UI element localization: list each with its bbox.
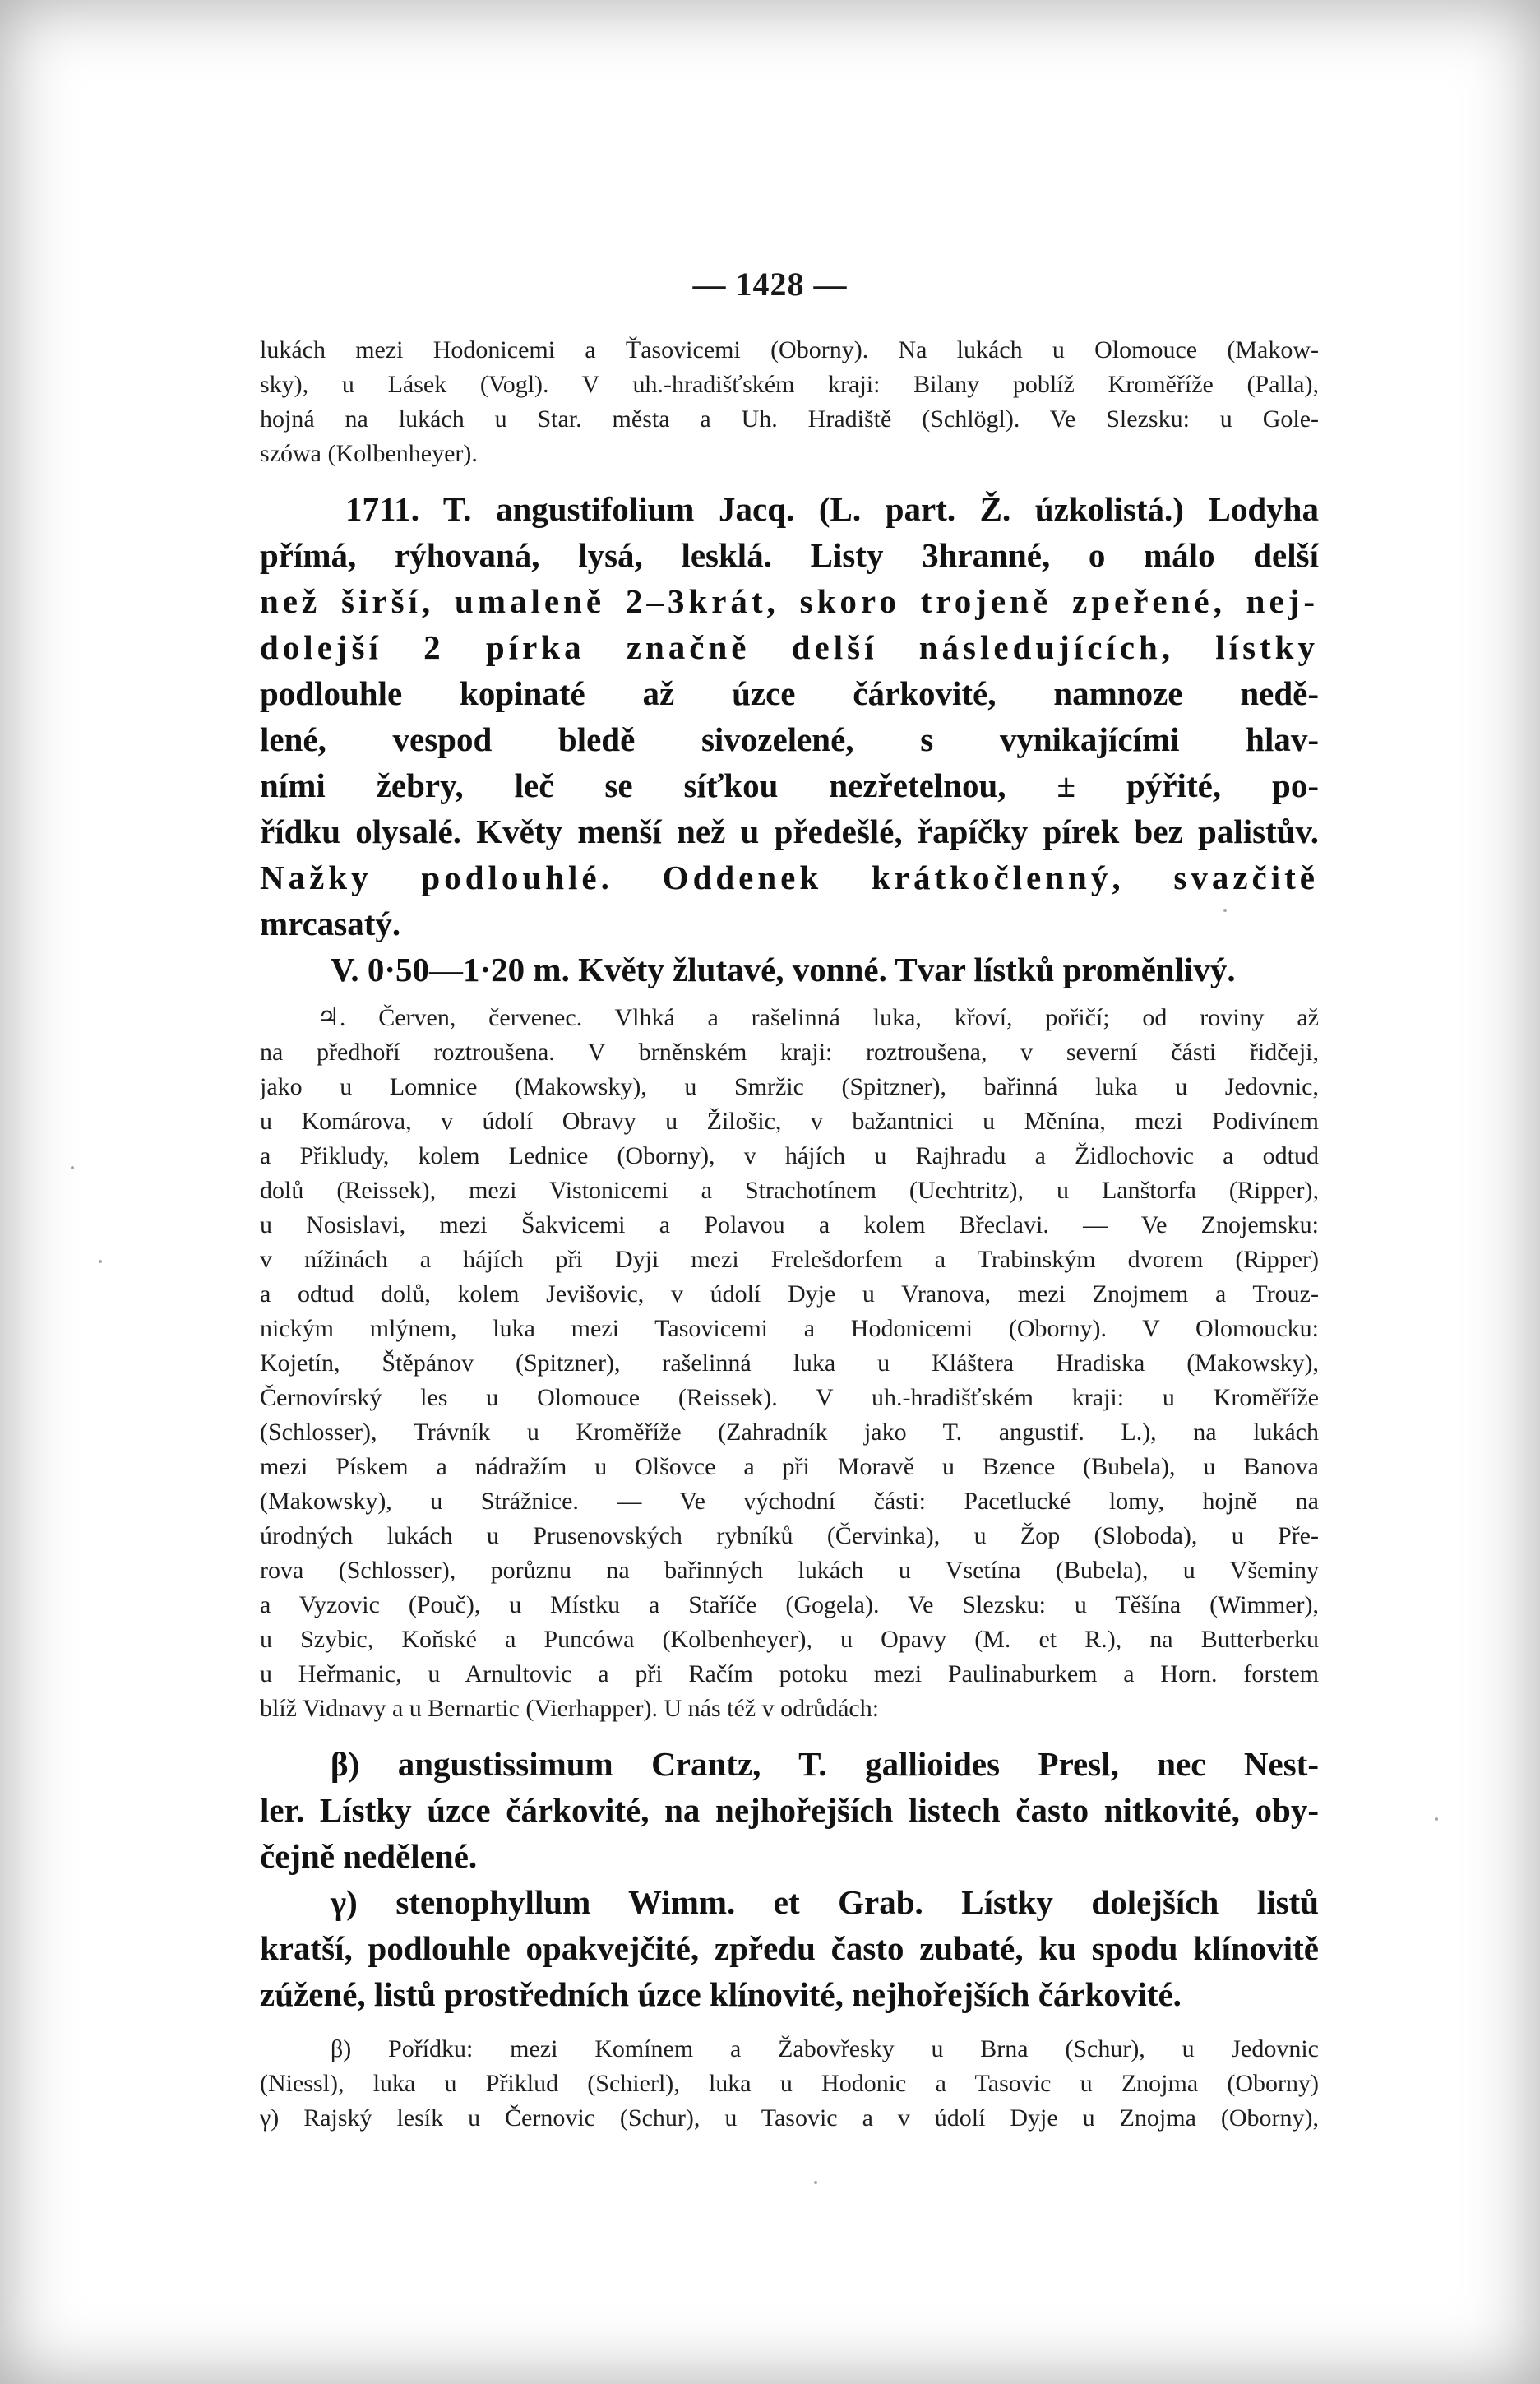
distribution-line: u Szybic, Koňské a Puncówa (Kolbenheyer), u Opavy (M. et R.), na Butterberku <box>260 1626 1319 1653</box>
distribution-line: blíž Vidnavy a u Bernartic (Vierhapper). U nás též v odrůdách: <box>260 1695 880 1722</box>
variety-beta-line: β) angustissimum Crantz, T. gallioides Presl, nec Nest- <box>331 1745 1319 1783</box>
page-number: — 1428 — <box>692 266 848 303</box>
distribution-line: a Vyzovic (Pouč), u Místku a Staříče (Gogela). Ve Slezsku: u Těšína (Wimmer), <box>260 1591 1319 1618</box>
species-heading: 1711. T. angustifolium Jacq. (L. part. Ž. úzkolistá.) Lodyha <box>345 490 1319 528</box>
body-line: lukách mezi Hodonicemi a Ťasovicemi (Oborny). Na lukách u Olomouce (Makow- <box>260 336 1319 363</box>
distribution-line: úrodných lukách u Prusenovských rybníků (Červinka), u Žop (Sloboda), u Pře- <box>260 1522 1319 1549</box>
locality-line: β) Pořídku: mezi Komínem a Žabovřesky u Brna (Schur), u Jedovnic <box>331 2035 1319 2062</box>
text-block <box>260 333 1319 2136</box>
distribution-line: Černovírský les u Olomouce (Reissek). V uh.-hradišťském kraji: u Kroměříže <box>260 1384 1319 1411</box>
variety-gamma-line: zúžené, listů prostředních úzce klínovité, nejhořejších čárkovité. <box>260 1975 1182 2013</box>
distribution-line: ♃. Červen, červenec. Vlhká a rašelinná luka, křoví, pořičí; od roviny až <box>317 1004 1319 1031</box>
species-description-line: řídku olysalé. Květy menší než u předešlé, řapíčky pírek bez palistův. <box>260 812 1319 850</box>
distribution-line: a odtud dolů, kolem Jevišovic, v údolí Dyje u Vranova, mezi Znojmem a Trouz- <box>260 1280 1319 1308</box>
species-description-line: Nažky podlouhlé. Oddenek krátkočlenný, svazčitě <box>260 859 1319 896</box>
variety-gamma-line: γ) stenophyllum Wimm. et Grab. Lístky dolejších listů <box>331 1883 1319 1921</box>
distribution-line: nickým mlýnem, luka mezi Tasovicemi a Hodonicemi (Oborny). V Olomoucku: <box>260 1315 1319 1342</box>
body-line: hojná na lukách u Star. města a Uh. Hradiště (Schlögl). Ve Slezsku: u Gole- <box>260 405 1319 433</box>
distribution-line: v nížinách a hájích při Dyji mezi Frelešdorfem a Trabinským dvorem (Ripper) <box>260 1246 1319 1273</box>
body-line: szówa (Kolbenheyer). <box>260 440 478 467</box>
distribution-line: u Komárova, v údolí Obravy u Žilošic, v bažantnici u Měnína, mezi Podivínem <box>260 1108 1319 1135</box>
distribution-line: mezi Pískem a nádražím u Olšovce a při Moravě u Bzence (Bubela), u Banova <box>260 1453 1319 1480</box>
distribution-line: Kojetín, Štěpánov (Spitzner), rašelinná luka u Kláštera Hradiska (Makowsky), <box>260 1349 1319 1377</box>
body-line: sky), u Lásek (Vogl). V uh.-hradišťském kraji: Bilany poblíž Kroměříže (Palla), <box>260 371 1319 398</box>
distribution-line: u Heřmanic, u Arnultovic a při Račím potoku mezi Paulinaburkem a Horn. forstem <box>260 1660 1319 1687</box>
species-description-line: přímá, rýhovaná, lysá, lesklá. Listy 3hranné, o málo delší <box>260 536 1319 574</box>
distribution-line: dolů (Reissek), mezi Vistonicemi a Strachotínem (Uechtritz), u Lanštorfa (Ripper), <box>260 1177 1319 1204</box>
species-description-line: dolejší 2 pírka značně delší následujících, lístky <box>260 628 1319 666</box>
distribution-line: (Makowsky), u Strážnice. — Ve východní části: Pacetlucké lomy, hojně na <box>260 1488 1319 1515</box>
species-description-line: než širší, umaleně 2–3krát, skoro trojeně zpeřené, nej- <box>260 582 1319 620</box>
variety-beta-line: čejně nedělené. <box>260 1837 478 1875</box>
distribution-line: u Nosislavi, mezi Šakvicemi a Polavou a kolem Břeclavi. — Ve Znojemsku: <box>260 1211 1319 1238</box>
locality-line: (Niessl), luka u Přiklud (Schierl), luka u Hodonic a Tasovic u Znojma (Oborny) <box>260 2070 1319 2097</box>
distribution-line: jako u Lomnice (Makowsky), u Smržic (Spitzner), bařinná luka u Jedovnic, <box>260 1073 1319 1100</box>
distribution-line: na předhoří roztroušena. V brněnském kraji: roztroušena, v severní části řidčeji, <box>260 1039 1319 1066</box>
variety-gamma-line: kratší, podlouhle opakvejčité, zpředu často zubaté, ku spodu klínovitě <box>260 1929 1319 1967</box>
species-description-line: lené, vespod bledě sivozelené, s vynikajícími hlav- <box>260 720 1319 758</box>
species-description-line: mrcasatý. <box>260 905 401 942</box>
species-description-line: podlouhle kopinaté až úzce čárkovité, namnoze nedě- <box>260 674 1319 712</box>
species-description-line: ními žebry, leč se síťkou nezřetelnou, ± pýřité, po- <box>260 766 1319 804</box>
measurement-line: V. 0·50—1·20 m. Květy žlutavé, vonné. Tvar lístků proměnlivý. <box>331 951 1236 988</box>
distribution-line: (Schlosser), Trávník u Kroměříže (Zahradník jako T. angustif. L.), na lukách <box>260 1419 1319 1446</box>
locality-line: γ) Rajský lesík u Černovic (Schur), u Tasovic a v údolí Dyje u Znojma (Oborny), <box>260 2104 1319 2132</box>
distribution-line: rova (Schlosser), porůznu na bařinných lukách u Vsetína (Bubela), u Všeminy <box>260 1557 1319 1584</box>
distribution-line: a Přikludy, kolem Lednice (Oborny), v hájích u Rajhradu a Židlochovic a odtud <box>260 1142 1319 1169</box>
variety-beta-line: ler. Lístky úzce čárkovité, na nejhořejších listech často nitkovité, oby- <box>260 1791 1319 1829</box>
